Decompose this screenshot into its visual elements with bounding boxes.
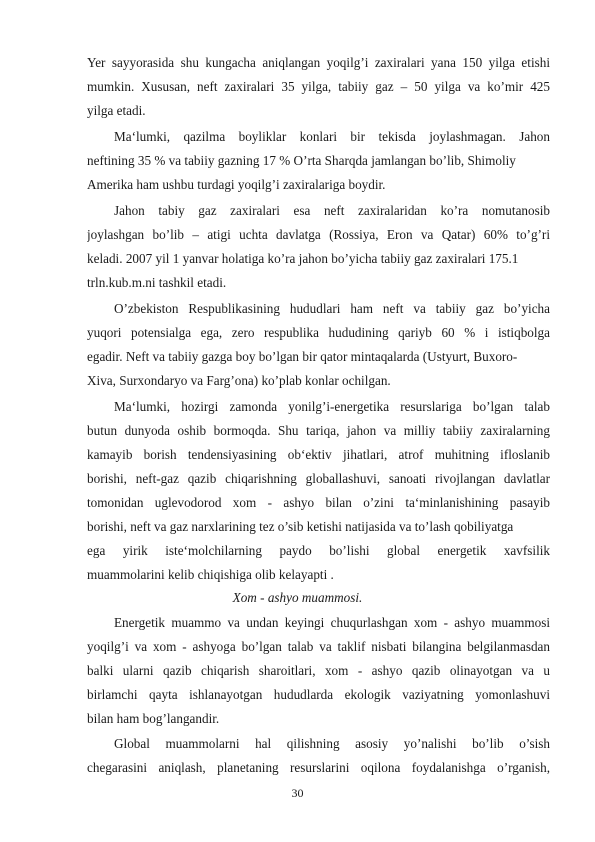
text-line: keladi. 2007 yil 1 yanvar holatiga ko’ra jahon bo’yicha tabiiy gaz zaxiralari 175.1 (87, 251, 519, 266)
text-line: yuqori potensialga ega, zero respublika hududining qariyb 60 % i istiqbolga (87, 325, 550, 340)
text-line: Global muammolarni hal qilishning asosiy yo’nalishi bo’lib o’sish (114, 736, 550, 751)
text-line: trln.kub.m.ni tashkil etadi. (87, 275, 227, 290)
text-line: O’zbekiston Respublikasining hududlari ham neft va tabiiy gaz bo’yicha (114, 301, 550, 316)
text-line: Yer sayyorasida shu kungacha aniqlangan yoqilg’i zaxiralari yana 150 yilga etishi (87, 55, 550, 70)
text-line: Ma‘lumki, hozirgi zamonda yonilg’i-energetika resurslariga bo’lgan talab (114, 399, 550, 414)
text-line: joylashgan bo’lib – atigi uchta davlatga (Rossiya, Eron va Qatar) 60% to’g’ri (87, 227, 550, 242)
text-line: borishi, neft va gaz narxlarining tez o’sib ketishi natijasida va to’lash qobiliyatga (87, 519, 514, 534)
text-line: Amerika ham ushbu turdagi yoqilg’i zaxiralariga boydir. (87, 177, 386, 192)
text-line: bilan ham bog’langandir. (87, 711, 220, 726)
text-line: butun dunyoda oshib bormoqda. Shu tariqa, jahon va milliy tabiiy zaxiralarning (87, 423, 550, 438)
text-line: Energetik muammo va undan keyingi chuqurlashgan xom - ashyo muammosi (114, 615, 550, 630)
text-line: birlamchi qayta ishlanayotgan hududlarda ekologik vaziyatning yomonlashuvi (87, 687, 550, 702)
text-line: kamayib borish tendensiyasining ob‘ektiv jihatlari, atrof muhitning ifloslanib (87, 447, 550, 462)
text-line: balki ularni qazib chiqarish sharoitlari, xom - ashyo qazib olinayotgan va u (87, 663, 550, 678)
text-line: muammolarini kelib chiqishiga olib kelayapti . (87, 567, 334, 582)
page-number: 30 (291, 786, 304, 800)
text-line: Xiva, Surxondaryo va Farg’ona) ko’plab konlar ochilgan. (87, 373, 391, 388)
text-line: yoqilg’i va xom - ashyoga bo’lgan talab va taklif nisbati bilangina belgilanmasdan (87, 639, 550, 654)
text-line: neftining 35 % va tabiiy gazning 17 % O’rta Sharqda jamlangan bo’lib, Shimoliy (87, 153, 516, 168)
text-line: Jahon tabiy gaz zaxiralari esa neft zaxiralaridan ko’ra nomutanosib (114, 203, 550, 218)
text-line: mumkin. Xususan, neft zaxiralari 35 yilga, tabiiy gaz – 50 yilga va ko’mir 425 (87, 79, 550, 94)
text-line: ega yirik iste‘molchilarning paydo bo’lishi global energetik xavfsilik (87, 543, 550, 558)
text-line: chegarasini aniqlash, planetaning resurslarini oqilona foydalanishga o’rganish, (87, 760, 550, 775)
text-line: borishi, neft-gaz qazib chiqarishning globallashuvi, sanoati rivojlangan davlatlar (87, 471, 550, 486)
section-heading: Xom - ashyo muammosi. (232, 590, 363, 605)
text-line: tomonidan uglevodorod xom - ashyo bilan o’zini ta‘minlanishining pasayib (87, 495, 550, 510)
text-line: Ma‘lumki, qazilma boyliklar konlari bir tekisda joylashmagan. Jahon (114, 129, 550, 144)
text-line: yilga etadi. (87, 103, 146, 118)
text-line: egadir. Neft va tabiiy gazga boy bo’lgan bir qator mintaqalarda (Ustyurt, Buxoro- (87, 349, 518, 364)
